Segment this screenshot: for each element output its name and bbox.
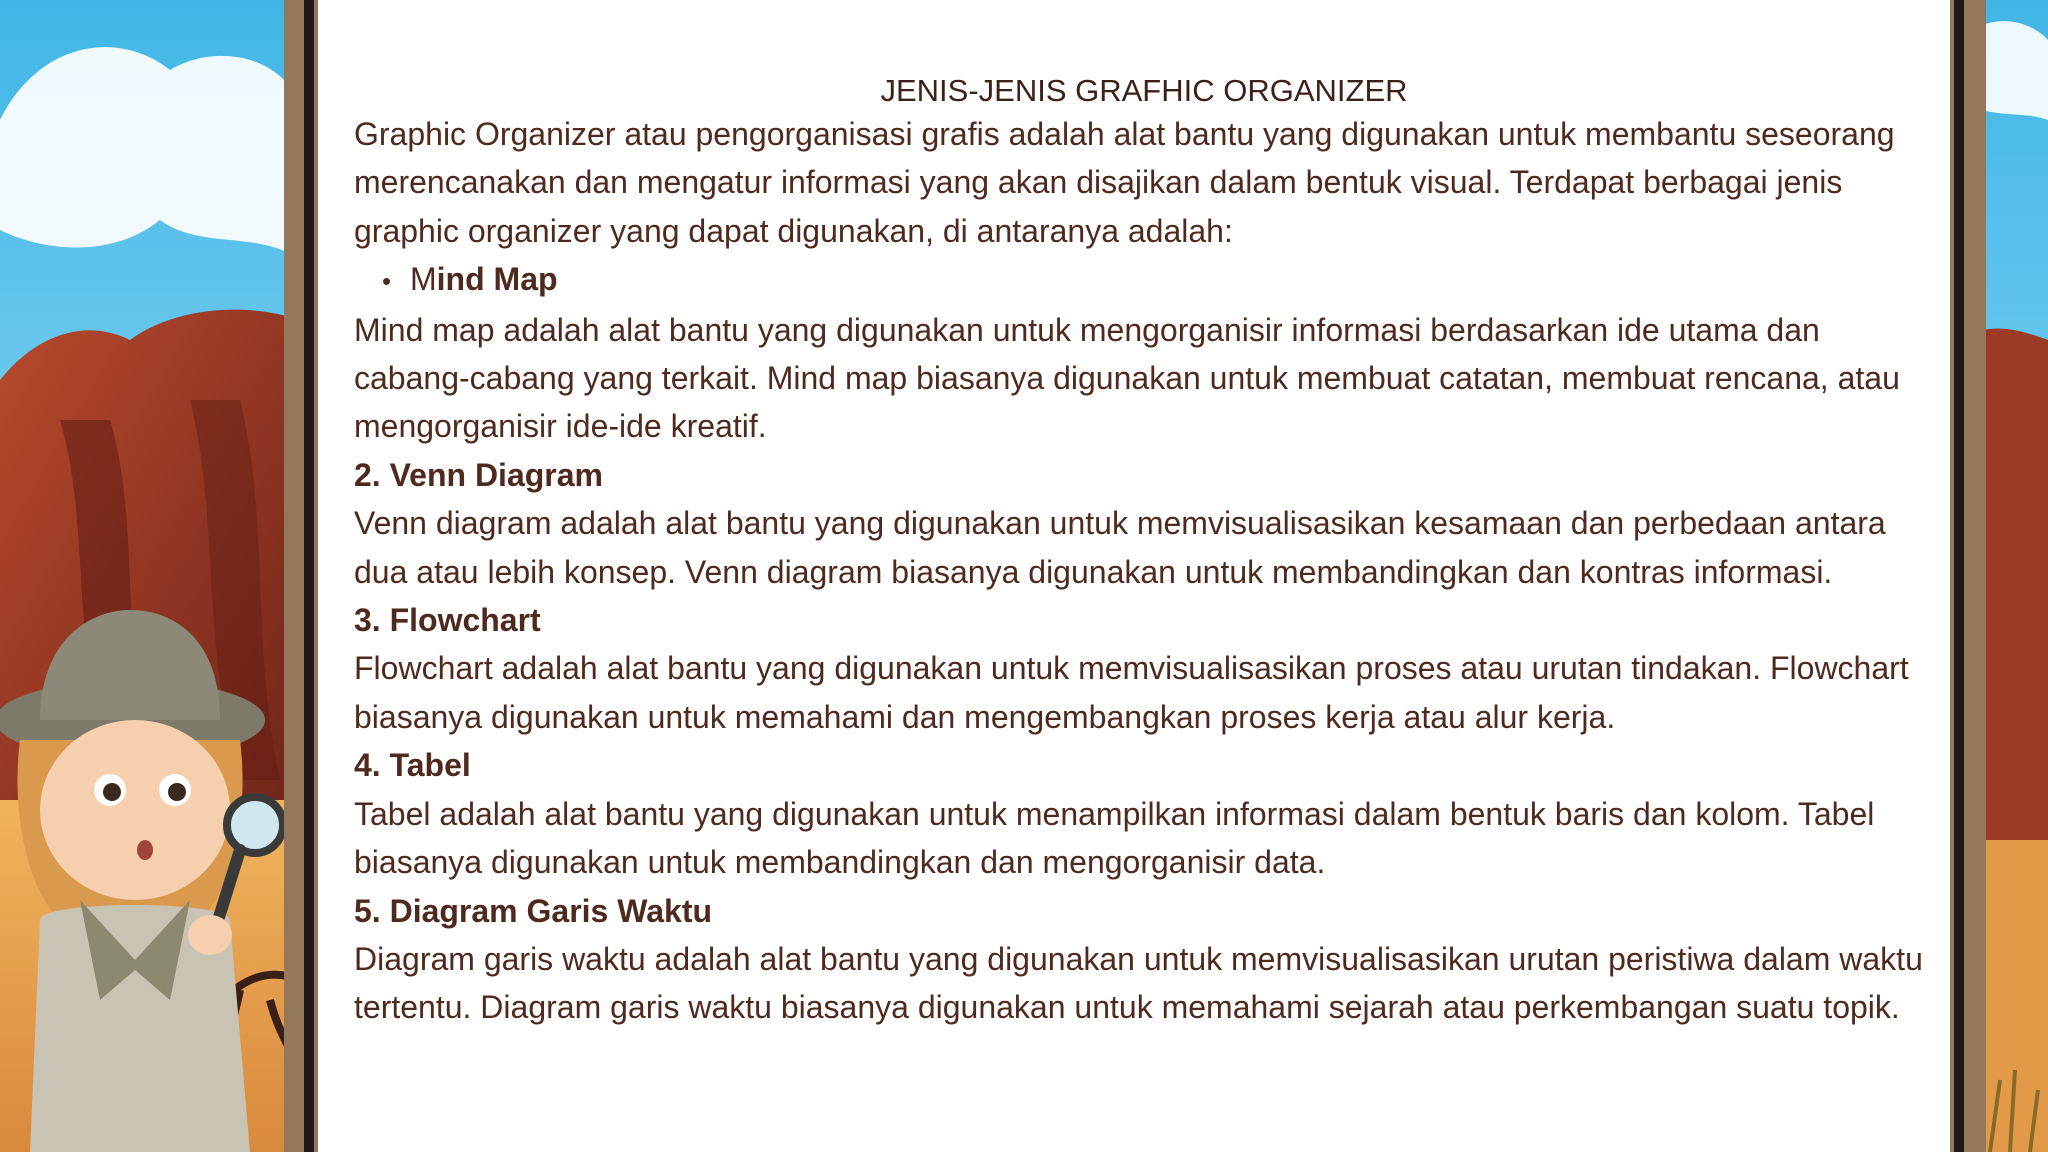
section-heading-flowchart: 3. Flowchart <box>354 602 541 639</box>
section-body-tabel: Tabel adalah alat bantu yang digunakan untuk menampilkan informasi dalam bentuk baris dan kolom. Tabel biasanya digunakan untuk membandingkan dan mengorganisir data. <box>354 795 1875 881</box>
face <box>40 720 230 900</box>
section-body-diagram-garis-waktu: Diagram garis waktu adalah alat bantu yang digunakan untuk memvisualisasikan urutan peristiwa dalam waktu tertentu. Diagram garis waktu biasanya digunakan untuk memahami sejarah atau perkembangan suatu topik. <box>354 940 1923 1026</box>
section-heading-mind-map: • Mind Map <box>354 255 1934 305</box>
magnifying-glass-lens <box>227 797 283 853</box>
intro-paragraph: Graphic Organizer atau pengorganisasi grafis adalah alat bantu yang digunakan untuk membantu seseorang merencanakan dan mengatur informasi yang akan disajikan dalam bentuk visual. Terdapat berbagai jenis graphic organizer yang dapat digunakan, di antaranya adalah: <box>354 116 1895 249</box>
section-heading-diagram-garis-waktu: 5. Diagram Garis Waktu <box>354 892 713 929</box>
bullet-icon: • <box>382 266 392 297</box>
section-body-mind-map: Mind map adalah alat bantu yang digunakan untuk mengorganisir informasi berdasarkan ide utama dan cabang-cabang yang terkait. Mind map biasanya digunakan untuk membuat catatan, membuat rencana, atau mengorganisir ide-ide kreatif. <box>354 311 1900 445</box>
section-heading-tabel: 4. Tabel <box>354 747 471 784</box>
section-body-venn-diagram: Venn diagram adalah alat bantu yang digunakan untuk memvisualisasikan kesamaan dan perbedaan antara dua atau lebih konsep. Venn diagram biasanya digunakan untuk membandingkan dan kontras informasi. <box>354 505 1886 590</box>
section-heading-venn-diagram: 2. Venn Diagram <box>354 456 603 493</box>
hand <box>188 915 232 955</box>
section-body-flowchart: Flowchart adalah alat bantu yang digunakan untuk memvisualisasikan proses atau urutan tindakan. Flowchart biasanya digunakan untuk memahami dan mengembangkan proses kerja atau alur kerja. <box>354 650 1909 735</box>
page-title: JENIS-JENIS GRAFHIC ORGANIZER <box>880 73 1408 108</box>
document-content <box>354 72 1934 1032</box>
frame-line-right <box>1954 0 1964 1152</box>
desert-explorer-illustration <box>0 0 300 1152</box>
mouth <box>137 840 153 860</box>
frame-line-left <box>304 0 314 1152</box>
